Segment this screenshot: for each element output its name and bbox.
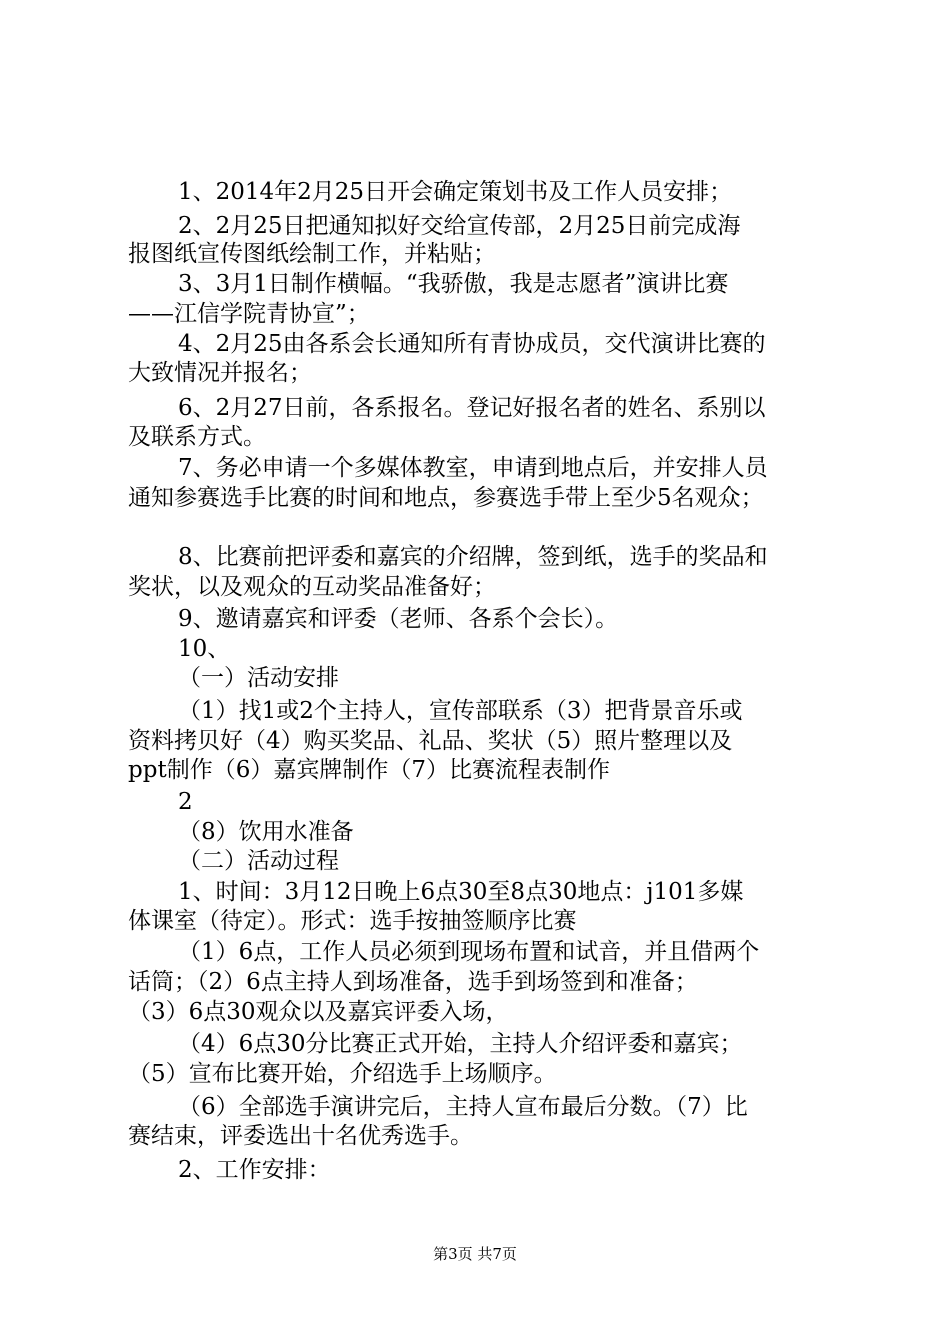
text-line: （4）6点30分比赛正式开始，主持人介绍评委和嘉宾； [178,1031,743,1057]
text-line: （1）找1或2个主持人，宣传部联系（3）把背景音乐或 [178,698,743,724]
text-line: 话筒；（2）6点主持人到场准备，选手到场签到和准备； [128,969,698,995]
page-number-footer: 第3页 共7页 [433,1245,517,1263]
text-line: （8）饮用水准备 [178,819,354,845]
text-line: 4、2月25由各系会长通知所有青协成员，交代演讲比赛的 [178,331,766,357]
text-line: 2、2月25日把通知拟好交给宣传部，2月25日前完成海 [178,213,741,239]
text-line: 3、3月1日制作横幅。“我骄傲，我是志愿者”演讲比赛 [178,271,729,297]
text-line: （二）活动过程 [178,848,339,874]
text-line: 奖状，以及观众的互动奖品准备好； [128,574,496,600]
text-line: 体课室（待定）。形式：选手按抽签顺序比赛 [128,908,577,934]
text-line: 通知参赛选手比赛的时间和地点，参赛选手带上至少5名观众； [128,485,764,511]
text-line: 7、务必申请一个多媒体教室，申请到地点后，并安排人员 [178,455,768,481]
text-line: 报图纸宣传图纸绘制工作，并粘贴； [128,241,496,267]
text-line: （5）宣布比赛开始，介绍选手上场顺序。 [128,1061,557,1087]
text-line: （一）活动安排 [178,665,339,691]
text-line: 赛结束，评委选出十名优秀选手。 [128,1123,473,1149]
text-line: ——江信学院青协宣”； [128,301,370,327]
text-line: 1、时间：3月12日晚上6点30至8点30地点：j101多媒 [178,879,744,905]
text-line: 10、 [178,636,231,662]
text-line: 8、比赛前把评委和嘉宾的介绍牌，签到纸，选手的奖品和 [178,544,768,570]
text-line: （3）6点30观众以及嘉宾评委入场， [128,999,509,1025]
text-line: 资料拷贝好（4）购买奖品、礼品、奖状（5）照片整理以及 [128,728,733,754]
text-line: 1、2014年2月25日开会确定策划书及工作人员安排； [178,179,733,205]
text-line: 2、工作安排： [178,1157,331,1183]
text-line: 2 [178,789,193,815]
text-line: 6、2月27日前，各系报名。登记好报名者的姓名、系别以 [178,395,766,421]
text-line: ppt制作（6）嘉宾牌制作（7）比赛流程表制作 [128,757,610,783]
text-line: 9、邀请嘉宾和评委（老师、各系个会长）。 [178,606,619,632]
text-line: （6）全部选手演讲完后，主持人宣布最后分数。（7）比 [178,1094,748,1120]
text-line: 及联系方式。 [128,424,266,450]
text-line: 大致情况并报名； [128,360,312,386]
text-line: （1）6点，工作人员必须到现场布置和试音，并且借两个 [178,939,760,965]
